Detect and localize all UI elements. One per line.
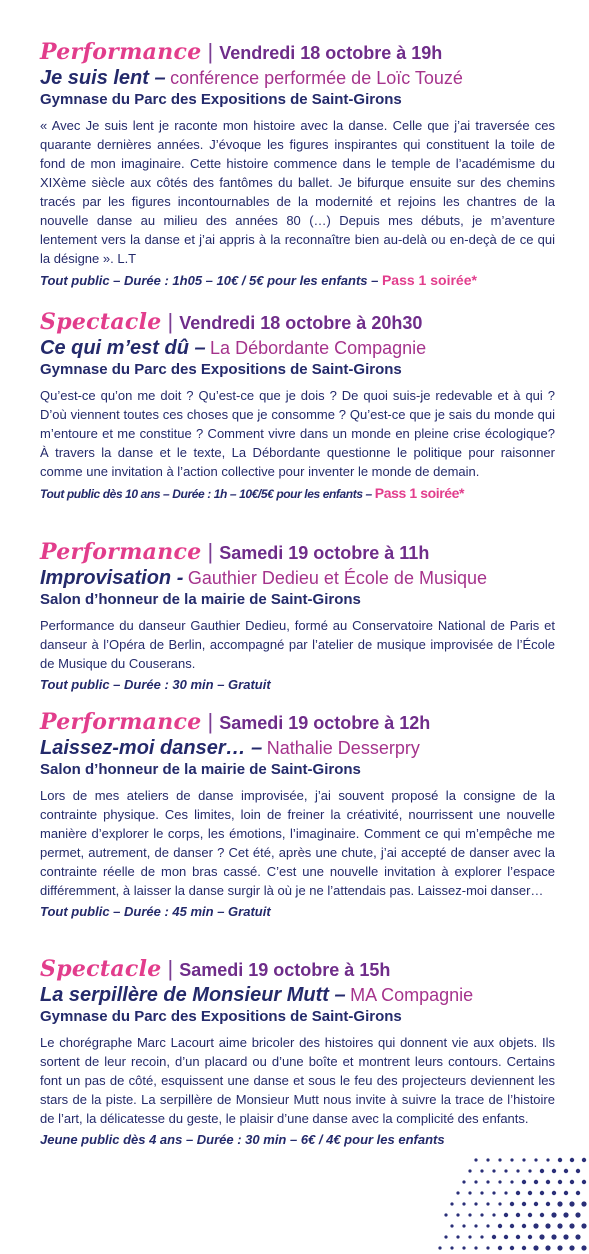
genre-label: Performance: [40, 539, 202, 565]
event-venue: Gymnase du Parc des Expositions de Saint-Girons: [40, 1008, 402, 1025]
decoration-dot: [528, 1191, 532, 1195]
decoration-dot: [545, 1223, 550, 1228]
event-datetime: Samedi 19 octobre à 11h: [219, 543, 430, 563]
decoration-dot: [582, 1158, 586, 1162]
decoration-dot: [474, 1180, 477, 1183]
event-title: Ce qui m’est dû –: [40, 337, 206, 359]
decoration-dot: [510, 1224, 514, 1228]
event-info-text: Jeune public dès 4 ans – Durée : 30 min – 6€ / 4€ pour les enfants: [40, 1132, 445, 1147]
event-company: MA Compagnie: [350, 985, 474, 1005]
decoration-dot: [516, 1191, 520, 1195]
decoration-dot: [558, 1158, 562, 1162]
decoration-dot: [450, 1224, 453, 1227]
event-datetime: Vendredi 18 octobre à 20h30: [179, 313, 423, 333]
event-datetime: Vendredi 18 octobre à 19h: [219, 43, 443, 63]
event-description: Qu’est-ce qu’on me doit ? Qu’est-ce que je dois ? De quoi suis-je redevable et à qui ? D’où viennent toutes ces choses que je consomme ? Qu’est-ce que je sais du monde qui m’entoure et me constitue ? Comment vivre dans un monde en pleine crise écologique? À travers la danse et le texte, La Débordante questionne le politique pour raisonner comme une invitation à l’action collective pour inventer le monde de demain.: [40, 388, 555, 479]
decoration-dot: [552, 1191, 556, 1195]
decoration-dot: [522, 1202, 526, 1206]
decoration-dot: [528, 1169, 531, 1172]
decoration-dot: [546, 1158, 549, 1161]
decoration-dot: [558, 1180, 562, 1184]
decoration-dot: [546, 1202, 550, 1206]
decoration-dot: [486, 1180, 489, 1183]
decoration-dot: [450, 1202, 453, 1205]
decoration-dot: [528, 1213, 532, 1217]
event-company: Gauthier Dedieu et École de Musique: [187, 568, 487, 588]
decoration-dot: [456, 1235, 459, 1238]
decoration-dot: [557, 1223, 562, 1228]
decoration-dot: [504, 1213, 508, 1217]
event-company: Nathalie Desserpry: [266, 738, 420, 758]
decoration-dot: [534, 1180, 538, 1184]
pass-label: Pass 1 soirée*: [381, 272, 477, 288]
decoration-dot: [569, 1201, 574, 1206]
decoration-dot: [582, 1180, 586, 1184]
decoration-dot: [564, 1169, 568, 1173]
decoration-dot: [510, 1180, 513, 1183]
event-info-text: Tout public dès 10 ans – Durée : 1h – 10€/5€ pour les enfants –: [40, 487, 372, 501]
decoration-dot: [438, 1246, 441, 1249]
decoration-dot: [510, 1158, 513, 1161]
decoration-dot: [522, 1224, 526, 1228]
decoration-dot: [581, 1201, 586, 1206]
decoration-dot: [552, 1169, 556, 1173]
genre-label: Performance: [40, 39, 202, 65]
event-title: La serpillère de Monsieur Mutt –: [40, 984, 346, 1006]
event-description: Lors de mes ateliers de danse improvisée, j’ai souvent proposé la consigne de la contrainte physique. Ces limites, loin de freiner la créativité, nourrissent une nouvelle manière d’explorer le corps, les émotions, l’imaginaire. Comment ce qui m’empêche me permet, autrement, de danser ? Cet été, après une chute, j’ai accepté de danser avec la contrainte réelle de mon bras cassé. C’est une nouvelle invitation à explorer l’espace différemment, à laisser la danse surgir là où je ne l’attendais pas. Laissez-moi danser…: [40, 788, 555, 898]
decoration-dot: [510, 1246, 514, 1250]
decoration-dot: [564, 1191, 568, 1195]
decoration-dot: [462, 1202, 465, 1205]
decoration-dot: [576, 1169, 580, 1173]
separator: |: [207, 539, 214, 564]
decoration-dot: [533, 1223, 538, 1228]
decoration-dot: [540, 1213, 544, 1217]
decoration-dot: [546, 1180, 550, 1184]
event-title: Laissez-moi danser… –: [40, 737, 263, 759]
decoration-dot: [474, 1202, 477, 1205]
decoration-dot: [486, 1246, 489, 1249]
pass-label: Pass 1 soirée*: [374, 485, 465, 501]
decoration-dot: [510, 1202, 514, 1206]
decoration-dot: [575, 1212, 580, 1217]
event-company: La Débordante Compagnie: [210, 338, 427, 358]
decoration-dot: [498, 1202, 501, 1205]
event-info-text: Tout public – Durée : 1h05 – 10€ / 5€ pour les enfants –: [40, 273, 379, 288]
decoration-dot: [551, 1234, 556, 1239]
decoration-dot: [492, 1191, 495, 1194]
decoration-dot: [474, 1224, 477, 1227]
decoration-dot: [486, 1224, 489, 1227]
decoration-dot: [498, 1224, 502, 1228]
decoration-dot: [456, 1213, 459, 1216]
separator: |: [167, 309, 174, 334]
event-title: Je suis lent –: [40, 67, 166, 89]
decoration-dot: [498, 1158, 501, 1161]
decoration-dot: [570, 1158, 574, 1162]
decoration-dot: [504, 1191, 507, 1194]
decoration-dot: [551, 1212, 556, 1217]
decoration-dot: [545, 1245, 550, 1250]
decoration-dot: [468, 1213, 471, 1216]
separator: |: [207, 709, 214, 734]
event-title: Improvisation -: [40, 567, 184, 589]
event-info-text: Tout public – Durée : 30 min – Gratuit: [40, 677, 271, 692]
event-description: « Avec Je suis lent je raconte mon histoire avec la danse. Celle que j’ai traversée ces quarante dernières années. J’évoque les figures inspirantes qui constituent la toile de fond de mon imaginaire. Cette histoire commence dans le temple de l’académisme du XIXème siècle aux côtés des fantômes du ballet. Je bifurque ensuite sur des chemins tracés par les figures incontournables de la modernité et rejoins les chantres de la nouvelle danse au milieu des années 80 (…) Depuis mes débuts, je m’aventure lentement vers la danse et j’ai appris à la reconnaître bien au-delà ou en-deçà de ce qui la désigne ». L.T: [40, 118, 555, 266]
event-description: Performance du danseur Gauthier Dedieu, formé au Conservatoire National de Paris et danseur à l’Opéra de Berlin, accompagné par l’atelier de musique improvisée de l’École de Musique du Couserans.: [40, 618, 555, 671]
decoration-dot: [534, 1202, 538, 1206]
decoration-dot: [581, 1245, 586, 1250]
decoration-dot: [480, 1213, 483, 1216]
decoration-dot: [498, 1246, 502, 1250]
decoration-dot: [498, 1180, 501, 1183]
decoration-dot: [480, 1191, 483, 1194]
decoration-dot: [563, 1234, 568, 1239]
decoration-dot: [444, 1235, 447, 1238]
decoration-dot: [456, 1191, 459, 1194]
event-company: conférence performée de Loïc Touzé: [170, 68, 463, 88]
genre-label: Performance: [40, 709, 202, 735]
decoration-dot: [480, 1169, 483, 1172]
event-venue: Gymnase du Parc des Expositions de Saint-Girons: [40, 91, 402, 108]
decoration-dot: [504, 1235, 508, 1239]
decoration-dot: [516, 1169, 519, 1172]
decoration-dot: [540, 1169, 544, 1173]
decoration-dot: [492, 1169, 495, 1172]
separator: |: [207, 39, 214, 64]
decoration-dot: [522, 1246, 526, 1250]
decoration-dot: [516, 1213, 520, 1217]
event-venue: Salon d’honneur de la mairie de Saint-Girons: [40, 591, 361, 608]
decoration-dot: [533, 1245, 538, 1250]
event-datetime: Samedi 19 octobre à 15h: [179, 960, 391, 980]
decoration-dot: [576, 1191, 580, 1195]
decoration-dot: [522, 1158, 525, 1161]
decoration-dot: [444, 1213, 447, 1216]
genre-label: Spectacle: [40, 309, 162, 335]
genre-label: Spectacle: [40, 956, 162, 982]
decoration-dot: [557, 1201, 562, 1206]
decoration-dot: [528, 1235, 532, 1239]
decoration-dot: [468, 1169, 471, 1172]
decoration-dot: [474, 1246, 477, 1249]
decoration-dot: [563, 1212, 568, 1217]
decoration-dot: [522, 1180, 526, 1184]
decoration-dot: [534, 1158, 537, 1161]
separator: |: [167, 956, 174, 981]
decoration-dot: [462, 1180, 465, 1183]
decoration-dot: [450, 1246, 453, 1249]
decoration-dot: [492, 1213, 495, 1216]
event-description: Le chorégraphe Marc Lacourt aime bricoler des histoires qui donnent vie aux objets. Ils sortent de leur recoin, d’un placard ou d’une boîte et montrent leurs contours. Certains font un pas de côté, esquissent une danse et sous le feu des projecteurs deviennent les stars de la piste. La serpillère de Monsieur Mutt nous invite à suivre la trace de l’histoire de l’art, la délicatesse du geste, le plaisir d’une danse avec la complicité des enfants.: [40, 1035, 555, 1126]
decoration-dot: [468, 1191, 471, 1194]
decoration-dot: [581, 1223, 586, 1228]
decoration-dot: [480, 1235, 483, 1238]
decoration-dot: [570, 1180, 574, 1184]
decoration-dot: [468, 1235, 471, 1238]
decoration-dot: [540, 1191, 544, 1195]
decoration-dot: [516, 1235, 520, 1239]
decoration-dot: [462, 1224, 465, 1227]
decoration-dot: [492, 1235, 496, 1239]
event-info-text: Tout public – Durée : 45 min – Gratuit: [40, 904, 271, 919]
decoration-dot: [486, 1158, 489, 1161]
decoration-dot: [462, 1246, 465, 1249]
decoration-dot: [504, 1169, 507, 1172]
event-venue: Gymnase du Parc des Expositions de Saint-Girons: [40, 361, 402, 378]
decoration-dot: [575, 1234, 580, 1239]
event-venue: Salon d’honneur de la mairie de Saint-Girons: [40, 761, 361, 778]
decoration-dot: [486, 1202, 489, 1205]
decoration-dot: [474, 1158, 477, 1161]
decoration-dot: [557, 1245, 562, 1250]
event-datetime: Samedi 19 octobre à 12h: [219, 713, 431, 733]
decoration-dot: [569, 1245, 574, 1250]
decoration-dot: [539, 1234, 544, 1239]
decoration-dot: [569, 1223, 574, 1228]
